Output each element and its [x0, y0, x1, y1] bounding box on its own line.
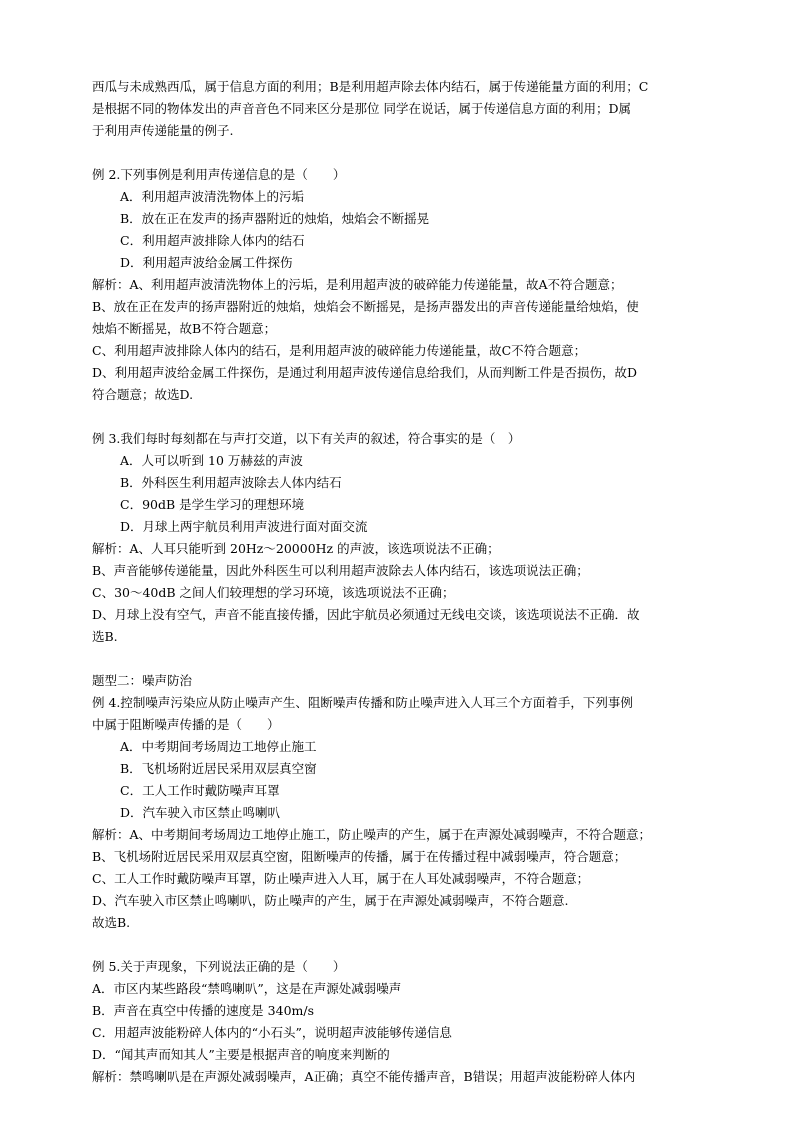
- analysis-line: C、利用超声波排除人体内的结石，是利用超声波的破碎能力传递能量，故C不符合题意；: [92, 343, 587, 358]
- text-line: 是根据不同的物体发出的声音音色不同来区分是那位 同学在说话，属于传递信息方面的利用；D属: [92, 101, 631, 116]
- analysis-line: B、飞机场附近居民采用双层真空窗，阻断噪声的传播，属于在传播过程中减弱噪声，符合题意；: [92, 849, 627, 864]
- option-d: D．月球上两宇航员利用声波进行面对面交流: [120, 519, 368, 534]
- text-line: 于利用声传递能量的例子.: [92, 123, 234, 138]
- option-d: D．汽车驶入市区禁止鸣喇叭: [120, 805, 281, 820]
- question-stem: 例 3.我们每时每刻都在与声打交道，以下有关声的叙述，符合事实的是（ ）: [92, 431, 521, 446]
- question-stem: 例 2.下列事例是利用声传递信息的是（ ）: [92, 167, 346, 182]
- option-a: A．中考期间考场周边工地停止施工: [120, 739, 317, 754]
- analysis-line: B、声音能够传递能量，因此外科医生可以利用超声波除去人体内结石，该选项说法正确；: [92, 563, 589, 578]
- option-a: A．利用超声波清洗物体上的污垢: [120, 189, 305, 204]
- analysis-line: 烛焰不断摇晃，故B不符合题意；: [92, 321, 277, 336]
- analysis-line: 解析：A、中考期间考场周边工地停止施工，防止噪声的产生，属于在声源处减弱噪声，不符合题意；: [92, 827, 652, 842]
- example-4: [92, 670, 718, 934]
- option-d: D．“闻其声而知其人”主要是根据声音的响度来判断的: [92, 1047, 390, 1062]
- analysis-line: 故选B.: [92, 915, 131, 930]
- analysis-line: B、放在正在发声的扬声器附近的烛焰，烛焰会不断摇晃，是扬声器发出的声音传递能量给烛焰，使: [92, 299, 639, 314]
- question-stem: 例 5.关于声现象，下列说法正确的是（ ）: [92, 959, 346, 974]
- example-2: [92, 164, 718, 406]
- question-stem: 例 4.控制噪声污染应从防止噪声产生、阻断噪声传播和防止噪声进入人耳三个方面着手，下列事例: [92, 695, 633, 710]
- analysis-line: 选B.: [92, 629, 118, 644]
- intro-paragraph: [92, 76, 718, 142]
- analysis-line: 解析：A、人耳只能听到 20Hz～20000Hz 的声波，该选项说法不正确；: [92, 541, 500, 556]
- analysis-line: C、工人工作时戴防噪声耳罩，防止噪声进入人耳，属于在人耳处减弱噪声，不符合题意；: [92, 871, 590, 886]
- analysis-line: 符合题意；故选D.: [92, 387, 194, 402]
- option-b: B．放在正在发声的扬声器附近的烛焰，烛焰会不断摇晃: [120, 211, 430, 226]
- option-d: D．利用超声波给金属工件探伤: [120, 255, 293, 270]
- option-c: C．利用超声波排除人体内的结石: [120, 233, 305, 248]
- option-a: A．市区内某些路段“禁鸣喇叭”，这是在声源处减弱噪声: [92, 981, 402, 996]
- document-page: [92, 76, 718, 1088]
- question-stem: 中属于阻断噪声传播的是（ ）: [92, 717, 280, 732]
- analysis-line: 解析：禁鸣喇叭是在声源处减弱噪声，A正确；真空不能传播声音，B错误；用超声波能粉碎人体内: [92, 1069, 636, 1084]
- example-3: [92, 428, 718, 648]
- analysis-line: D、利用超声波给金属工件探伤，是通过利用超声波传递信息给我们，从而判断工件是否损伤，故D: [92, 365, 638, 380]
- analysis-line: D、汽车驶入市区禁止鸣喇叭，防止噪声的产生，属于在声源处减弱噪声，不符合题意.: [92, 893, 569, 908]
- option-c: C．用超声波能粉碎人体内的“小石头”，说明超声波能够传递信息: [92, 1025, 452, 1040]
- option-b: B．飞机场附近居民采用双层真空窗: [120, 761, 317, 776]
- example-5: [92, 956, 718, 1088]
- analysis-line: 解析：A、利用超声波清洗物体上的污垢，是利用超声波的破碎能力传递能量，故A不符合题意；: [92, 277, 623, 292]
- analysis-line: C、30～40dB 之间人们较理想的学习环境，该选项说法不正确；: [92, 585, 455, 600]
- option-c: C．工人工作时戴防噪声耳罩: [120, 783, 280, 798]
- option-b: B．声音在真空中传播的速度是 340m/s: [92, 1003, 314, 1018]
- option-c: C．90dB 是学生学习的理想环境: [120, 497, 305, 512]
- analysis-line: D、月球上没有空气，声音不能直接传播，因此宇航员必须通过无线电交谈，该选项说法不正确．故: [92, 607, 640, 622]
- option-a: A．人可以听到 10 万赫兹的声波: [120, 453, 303, 468]
- section-heading: 题型二：噪声防治: [92, 673, 193, 688]
- text-line: 西瓜与未成熟西瓜，属于信息方面的利用；B是利用超声除去体内结石，属于传递能量方面的利用；C: [92, 79, 649, 94]
- option-b: B．外科医生利用超声波除去人体内结石: [120, 475, 342, 490]
